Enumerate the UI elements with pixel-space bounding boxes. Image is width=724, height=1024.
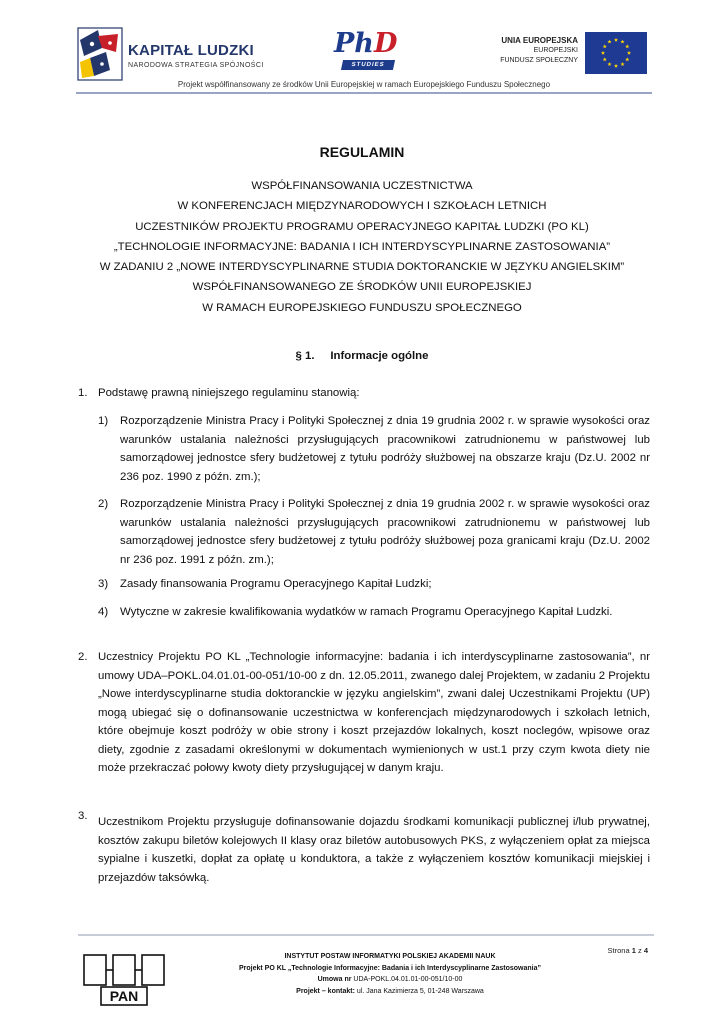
sub-item-number: 2)	[98, 498, 109, 510]
sub-item	[98, 412, 650, 486]
list-item-text: Podstawę prawną niniejszego regulaminu stanowią:	[98, 387, 360, 399]
footer-divider	[78, 934, 654, 936]
phd-studies-band: STUDIES	[341, 60, 395, 70]
sub-item-text: Wytyczne w zakresie kwalifikowania wydatków w ramach Programu Operacyjnego Kapitał Ludzki.	[120, 606, 613, 618]
list-item	[78, 648, 650, 778]
sub-item-text: Zasady finansowania Programu Operacyjnego Kapitał Ludzki;	[120, 578, 432, 590]
subtitle-line: WSPÓŁFINANSOWANIA UCZESTNICTWA	[251, 180, 473, 192]
kapital-ludzki-title: KAPITAŁ LUDZKI	[128, 42, 254, 59]
sub-item	[98, 603, 650, 622]
list-item-number: 2.	[78, 651, 88, 663]
footer-institute: INSTYTUT POSTAW INFORMATYKI POLSKIEJ AKADEMII NAUK	[284, 953, 496, 960]
subtitle-line: W RAMACH EUROPEJSKIEGO FUNDUSZU SPOŁECZNEGO	[202, 301, 522, 314]
header-caption: Projekt współfinansowany ze środków Unii Europejskiej w ramach Europejskiego Funduszu Społecznego	[177, 80, 551, 89]
kapital-ludzki-logo	[76, 26, 276, 82]
sub-item-text: Rozporządzenie Ministra Pracy i Polityki Społecznej z dnia 19 grudnia 2002 r. w sprawie wysokości oraz warunków ustalania należności przysługujących pracownikowi zatrudnionemu w państwowej lub samorządowej jednostce sfery budżetowej z tytułu podróży służbowej poza granicami kraju (Dz.U. 2002 nr 236 poz. 1991 z późn. zm.);	[120, 498, 650, 566]
kapital-ludzki-subtitle: NARODOWA STRATEGIA SPÓJNOŚCI	[128, 62, 264, 69]
subtitle-line: UCZESTNIKÓW PROJEKTU PROGRAMU OPERACYJNEGO KAPITAŁ LUDZKI (PO KL)	[135, 220, 589, 233]
footer-project: Projekt PO KL „Technologie Informacyjne: Badania i ich Interdyscyplinarne Zastosowania”	[239, 964, 541, 972]
sub-item	[98, 495, 650, 569]
document-title: REGULAMIN	[319, 144, 405, 160]
subtitle-line: W KONFERENCJACH MIĘDZYNARODOWYCH I SZKOŁACH LETNICH	[177, 200, 547, 213]
sub-item-text: Rozporządzenie Ministra Pracy i Polityki Społecznej z dnia 19 grudnia 2002 r. w sprawie wysokości oraz warunków ustalania należności przysługujących pracownikowi zatrudnionemu w państwowej lub samorządowej jednostce sfery budżetowej z tytułu podróży służbowej na obszarze kraju (Dz.U. 2002 nr 236 poz. 1990 z późn. zm.);	[120, 415, 650, 483]
eu-fund-label	[500, 36, 578, 66]
footer-contract-value: UDA-POKL.04.01.01-00-051/10-00	[353, 976, 463, 983]
section-heading: § 1. Informacje ogólne	[295, 350, 429, 362]
pan-logo-text: PAN	[109, 988, 139, 1004]
eu-european-text: EUROPEJSKI	[533, 47, 578, 54]
pan-logo-icon	[83, 954, 165, 1006]
sub-item	[98, 575, 650, 594]
eu-social-fund-text: FUNDUSZ SPOŁECZNY	[500, 57, 578, 64]
phd-letters: Ph	[334, 28, 374, 59]
footer-contact	[175, 986, 605, 998]
list-item	[78, 810, 650, 887]
pan-logo	[83, 954, 165, 1006]
page-current: 1	[631, 946, 636, 955]
phd-letter-d: D	[373, 28, 398, 59]
footer-contact-value: ul. Jana Kazimierza 5, 01-248 Warszawa	[356, 987, 484, 995]
list-item-text: Uczestnicy Projektu PO KL „Technologie informacyjne: badania i ich interdyscyplinarne zastosowania”, nr umowy UDA–POKL.04.01.01-00-051/10-00 z dn. 12.05.2011, zwanego dalej Projektem, w zadaniu 2 Projektu „Nowe interdyscyplinarne studia doktoranckie w języku angielskim”, zwani dalej Uczestnikami Projektu (UP) mogą ubiegać się o dofinansowanie uczestnictwa w konferencjach międzynarodowych i szkołach letnich, które obejmuje koszt podróży w obie strony i koszt przejazdów lokalnych, koszt noclegów, wpisowe oraz diety, zgodnie z zasadami określonymi w dokumentach wymienionych w ust.1 przy czym kwota diety nie może przekraczać połowy kwoty diety przysługującej w danym kraju.	[98, 651, 650, 774]
sub-item-number: 1)	[98, 415, 109, 427]
header-divider	[76, 92, 652, 94]
page-number	[608, 946, 648, 955]
subtitle-line: WSPÓŁFINANSOWANEGO ZE ŚRODKÓW UNII EUROPEJSKIEJ	[192, 281, 532, 294]
phd-studies-logo	[330, 30, 402, 74]
footer-info	[175, 951, 605, 997]
sub-item-number: 3)	[98, 578, 109, 590]
page-label: Strona	[607, 946, 630, 955]
sub-item-number: 4)	[98, 606, 109, 618]
list-item-number: 1.	[78, 387, 88, 399]
footer-contact-label: Projekt – kontakt:	[296, 987, 355, 995]
phd-wordmark	[334, 28, 397, 59]
document-subtitle	[60, 176, 664, 318]
list-item-text: Uczestnikom Projektu przysługuje dofinansowanie dojazdu środkami komunikacji publicznej i/lub prywatnej, kosztów zakupu biletów kolejowych II klasy oraz biletów autobusowych PKS, z wyłączeniem opłat za miejsca sypialne i kuszetki, dopłat za opłatę u konduktora, a także z wyłączeniem kosztów komunikacji miejskiej i przejazdów taksówką.	[98, 816, 650, 884]
footer-contract-label: Umowa nr	[317, 976, 352, 983]
kapital-ludzki-mark-icon	[76, 26, 126, 82]
list-item-number: 3.	[78, 810, 88, 822]
eu-union-text: UNIA EUROPEJSKA	[501, 36, 578, 45]
page-separator: z	[637, 946, 642, 955]
subtitle-line: W ZADANIU 2 „NOWE INTERDYSCYPLINARNE STUDIA DOKTORANCKIE W JĘZYKU ANGIELSKIM”	[99, 261, 625, 274]
eu-flag-icon	[585, 32, 647, 74]
footer-contract	[175, 974, 605, 986]
page-total: 4	[643, 946, 648, 955]
subtitle-line: „TECHNOLOGIE INFORMACYJNE: BADANIA I ICH INTERDYSCYPLINARNE ZASTOSOWANIA”	[113, 240, 611, 253]
list-item	[78, 384, 650, 403]
